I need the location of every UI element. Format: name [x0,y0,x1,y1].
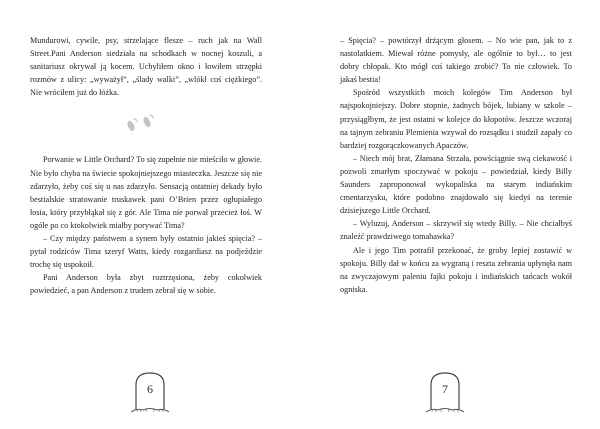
page-number-6 [125,368,175,416]
paragraph: – Wyluzuj, Anderson – skrzywił się wtedy Billy. – Nie chciałbyś znaleźć prawdziwego tomahawka? [340,219,572,242]
right-page [300,0,600,429]
left-text-column [30,34,262,298]
page-number: 6 [147,382,153,396]
paragraph: Porwanie w Little Orchard? To się zupełnie nie mieściło w głowie. Nie było chyba na świecie spokojniejszego miasteczka. Jeszcze się nie zdarzyło, żeby coś się u nas zdarzyło. Sensacją ostatniej dekady było bestialskie stratowanie truskawek pani O’Brien przez ogłupiałego łosia, który przybłąkał się z gór. Ale Tima nie porwał przecież łoś. W ogóle po co ktokolwiek miałby porywać Tima? [30,155,262,230]
footprints-icon [124,113,160,133]
page-number-7 [420,368,470,416]
paragraph: – Spięcia? – powtórzył drżącym głosem. – No wie pan, jak to z nastolatkiem. Miewał różne pomysły, ale ogólnie to był… to jest dobry chłopak. Kto mógł coś takiego zrobić? To nie człowiek. To jakaś bestia! [340,36,572,85]
paragraph: – Niech mój brat, Złamana Strzała, powściągnie swą ciekawość i pozwoli zmarłym spoczywać w pokoju – powiedział, kiedy Billy Saunders zaproponował wykopaliska na starym indiańskim cmentarzysku, które podobno znajdowało się kiedyś na terenie dzisiejszego Little Orchard. [340,153,572,216]
paragraph: Spośród wszystkich moich kolegów Tim Anderson był najspokojniejszy. Dobre stopnie, żadnych bójek, lubiany w szkole – przysiągłbym, że jest ostatni w kolejce do kłopotów. Jeszcze wczoraj na tajnym zebraniu Plemienia wzywał do rozsądku i studził zapały co bardziej rozgorączkowanych Apaczów. [340,88,572,150]
page-number: 7 [442,382,448,396]
paragraph: Ale i jego Tim potrafił przekonać, że groby lepiej zostawić w spokoju. Billy dał w końcu za wygraną i reszta zebrania upłynęła nam na zwyczajowym paleniu fajki pokoju i indiańskich tańcach wokół ogniska. [340,245,572,294]
paragraph: – Czy między państwem a synem były ostatnio jakieś spięcia? – pytał rodziców Tima szeryf Watts, kiedy rozgardiasz na podjeździe trochę się uspokoił. [30,234,262,270]
paragraph: Mundurowi, cywile, psy, strzelające flesze – ruch jak na Wall Street.Pani Anderson siedziała na schodkach w nocnej koszuli, a sanitariusz okrywał ją kocem. Uchyliłem okno i łowiłem strzępki rozmów z ulicy: „wyważył”, „ślady walki”, „wlókł coś ciężkiego”. Nie wróciłem już do łóżka. [30,36,262,98]
paragraph: Pani Anderson była zbyt roztrzęsiona, żeby cokolwiek powiedzieć, a pan Anderson z trudem zebrał się w sobie. [30,273,262,296]
right-text-column [340,34,572,296]
